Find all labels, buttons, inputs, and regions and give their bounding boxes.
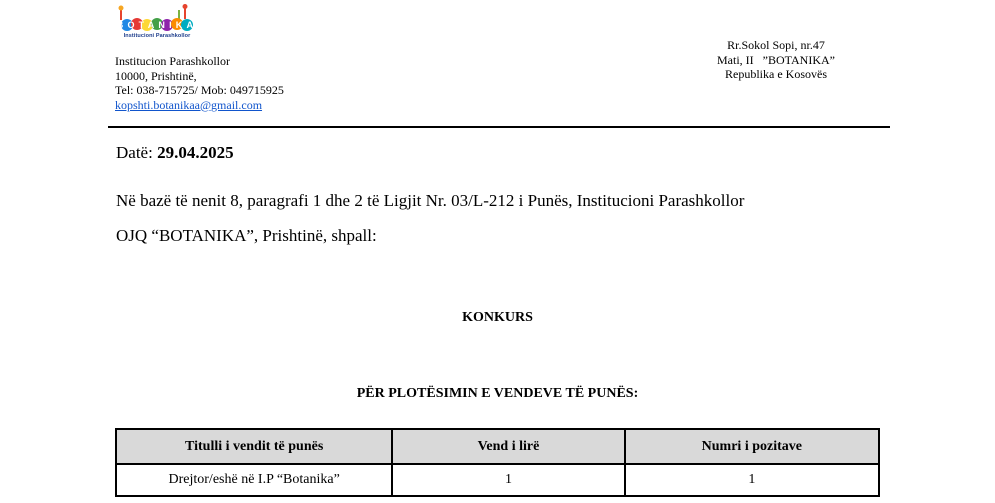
- logo-subtitle: Institucioni Parashkollor: [123, 33, 191, 39]
- intro-line-2: OJQ “BOTANIKA”, Prishtinë, shpall:: [116, 226, 377, 245]
- logo-graphic-icon: [113, 4, 197, 34]
- botanika-logo: [113, 4, 197, 46]
- branch-name: Mati, II ”BOTANIKA”: [716, 52, 835, 67]
- email-link[interactable]: kopshti.botanikaa@gmail.com: [115, 97, 263, 112]
- column-header-positions: Numri i pozitave: [625, 429, 879, 464]
- country: Republika e Kosovës: [725, 67, 827, 81]
- street-address: Rr.Sokol Sopi, nr.47: [727, 38, 825, 52]
- heading-konkurs: KONKURS: [462, 310, 533, 325]
- vacancies-table: [115, 428, 880, 497]
- column-header-job-title: Titulli i vendit të punës: [116, 429, 392, 464]
- cell-positions: 1: [625, 464, 879, 496]
- cell-job-title: Drejtor/eshë në I.P “Botanika”: [116, 464, 392, 496]
- document-date: [116, 143, 234, 163]
- postal-city: 10000, Prishtinë,: [115, 68, 197, 83]
- header-left-address: [115, 54, 284, 112]
- phone-numbers: Tel: 038-715725/ Mob: 049715925: [115, 83, 284, 97]
- institution-name: Institucion Parashkollor: [115, 54, 230, 68]
- intro-paragraph: [116, 183, 876, 253]
- table-header-row: [116, 429, 879, 464]
- intro-line-1: Në bazë të nenit 8, paragrafi 1 dhe 2 të Ligjit Nr. 03/L-212 i Punës, Institucioni Parashkollor: [116, 191, 745, 210]
- cell-vacancy: 1: [392, 464, 624, 496]
- date-label: Datë:: [116, 143, 153, 162]
- header-divider: [108, 126, 890, 128]
- date-value: 29.04.2025: [157, 143, 234, 162]
- table-row: [116, 464, 879, 496]
- heading-vacancies: PËR PLOTËSIMIN E VENDEVE TË PUNËS:: [356, 386, 639, 401]
- logo-wordmark: BOTANIKA: [116, 20, 197, 30]
- column-header-vacancy: Vend i lirë: [392, 429, 624, 464]
- header-right-address: [717, 38, 835, 82]
